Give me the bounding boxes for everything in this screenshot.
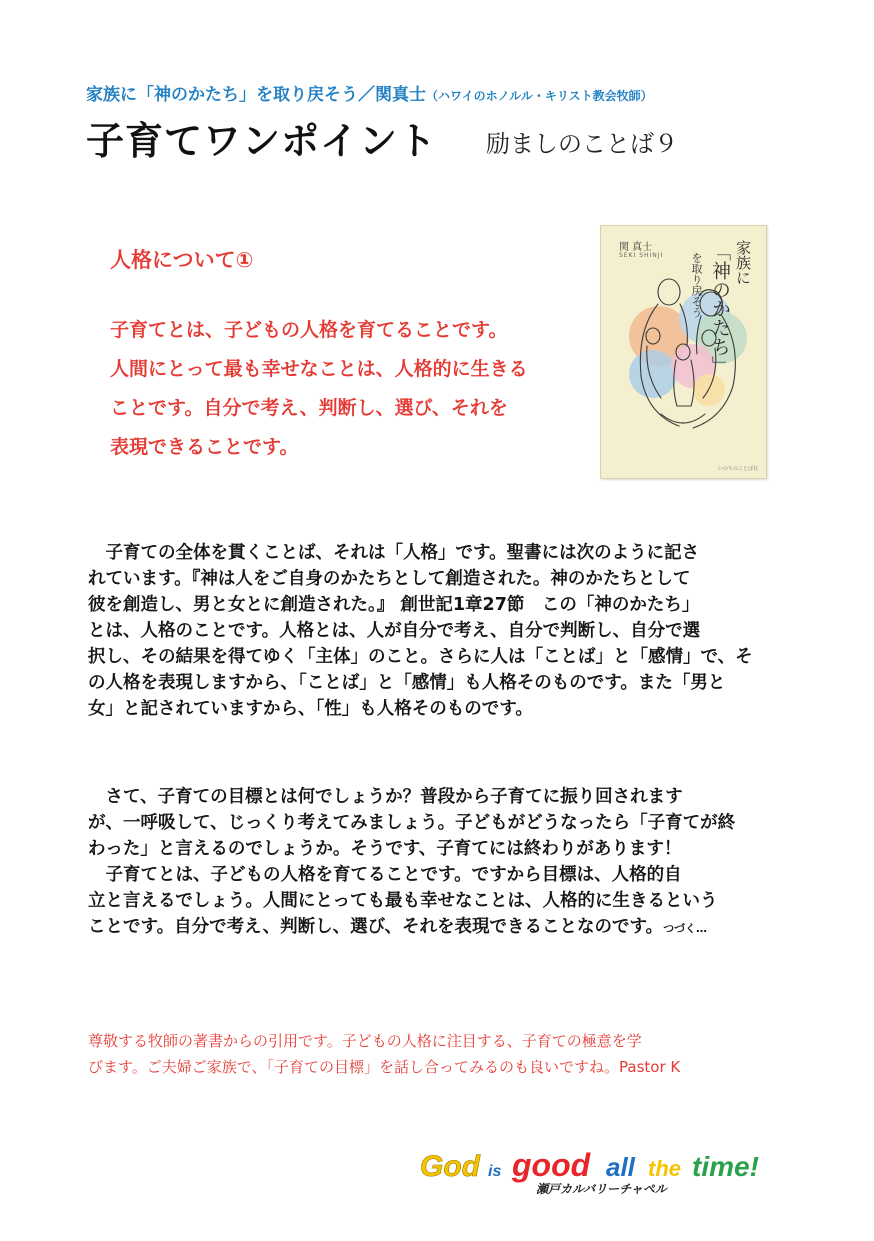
body-line: 子育てとは、子どもの人格を育てることです。ですから目標は、人格的自: [88, 865, 682, 885]
body-line: れています。『神は人をご自身のかたちとして創造された。神のかたちとして: [88, 569, 691, 589]
section-heading: 人格について①: [110, 248, 254, 272]
body-last-text: ことです。自分で考え、判断し、選び、それを表現できることなのです。: [88, 917, 664, 937]
book-title-line-3: を取り戻そう: [690, 252, 703, 318]
logo-word-is: is: [488, 1163, 502, 1180]
book-title-line-2: 「神のかたち」: [709, 242, 731, 375]
body-line: が、一呼吸して、じっくり考えてみましょう。子どもがどうなったら「子育てが終: [88, 813, 736, 833]
body-line-last: [88, 914, 788, 940]
body-line: さて、子育ての目標とは何でしょうか？普段から子育てに振り回されます: [88, 787, 683, 807]
intro-line: 人間にとって最も幸せなことは、人格的に生きる: [110, 358, 528, 380]
body-line: 女」と記されていますから、「性」も人格そのものです。: [88, 699, 533, 719]
body-paragraph-2: [88, 784, 788, 940]
page-subtitle: 励ましのことば９: [486, 130, 678, 158]
book-author: 関 真士: [619, 242, 653, 253]
body-line: 立と言えるでしょう。人間にとっても最も幸せなことは、人格的に生きるという: [88, 891, 718, 911]
body-line: 子育ての全体を貫くことば、それは「人格」です。聖書には次のように記さ: [88, 543, 700, 563]
book-publisher: いのちのことば社: [717, 466, 758, 472]
book-title-line-1: 家族に: [734, 240, 752, 285]
book-author-romaji: SEKI SHINJI: [619, 252, 664, 259]
book-cover-image: [600, 225, 767, 479]
logo-word-the: the: [648, 1156, 681, 1181]
continued-label: つづく…: [663, 922, 708, 935]
body-paragraph-1: [88, 540, 788, 722]
logo-word-time: time!: [692, 1151, 759, 1182]
intro-line: 子育てとは、子どもの人格を育てることです。: [110, 319, 508, 341]
intro-line: 表現できることです。: [110, 436, 299, 458]
note-line: びます。ご夫婦ご家族で、「子育ての目標」を話し合ってみるのも良いですね。Pastor K: [88, 1058, 681, 1076]
body-line: 択し、その結果を得てゆく「主体」のこと。さらに人は「ことば」と「感情」で、そ: [88, 647, 753, 667]
header-author: 関真士: [375, 85, 426, 105]
header-author-note: （ハワイのホノルル・キリスト教会牧師）: [426, 89, 653, 103]
pastor-note: [88, 1028, 788, 1080]
logo-word-god: God: [420, 1150, 480, 1183]
intro-text: [110, 318, 580, 474]
header-book-title: 家族に「神のかたち」を取り戻そう: [86, 85, 358, 105]
intro-line: ことです。自分で考え、判断し、選び、それを: [110, 397, 508, 419]
logo-word-all: all: [606, 1152, 635, 1182]
note-line: 尊敬する牧師の著書からの引用です。子どもの人格に注目する、子育ての極意を学: [88, 1032, 642, 1050]
body-line: の人格を表現しますから、「ことば」と「感情」も人格そのものです。また「男と: [88, 673, 726, 693]
body-line: わった」と言えるのでしょうか。そうです、子育てには終わりがあります！: [88, 839, 682, 859]
page-title: 子育てワンポイント: [86, 119, 438, 163]
body-line: 彼を創造し、男と女とに創造された。』 創世記1章27節 この「神のかたち」: [88, 595, 700, 615]
header-separator: ／: [358, 85, 375, 105]
logo-word-good: good: [512, 1147, 591, 1183]
church-name: 瀬戸カルバリーチャペル: [536, 1182, 667, 1196]
body-line: とは、人格のことです。人格とは、人が自分で考え、自分で判断し、自分で選: [88, 621, 701, 641]
header-line: [86, 80, 653, 105]
